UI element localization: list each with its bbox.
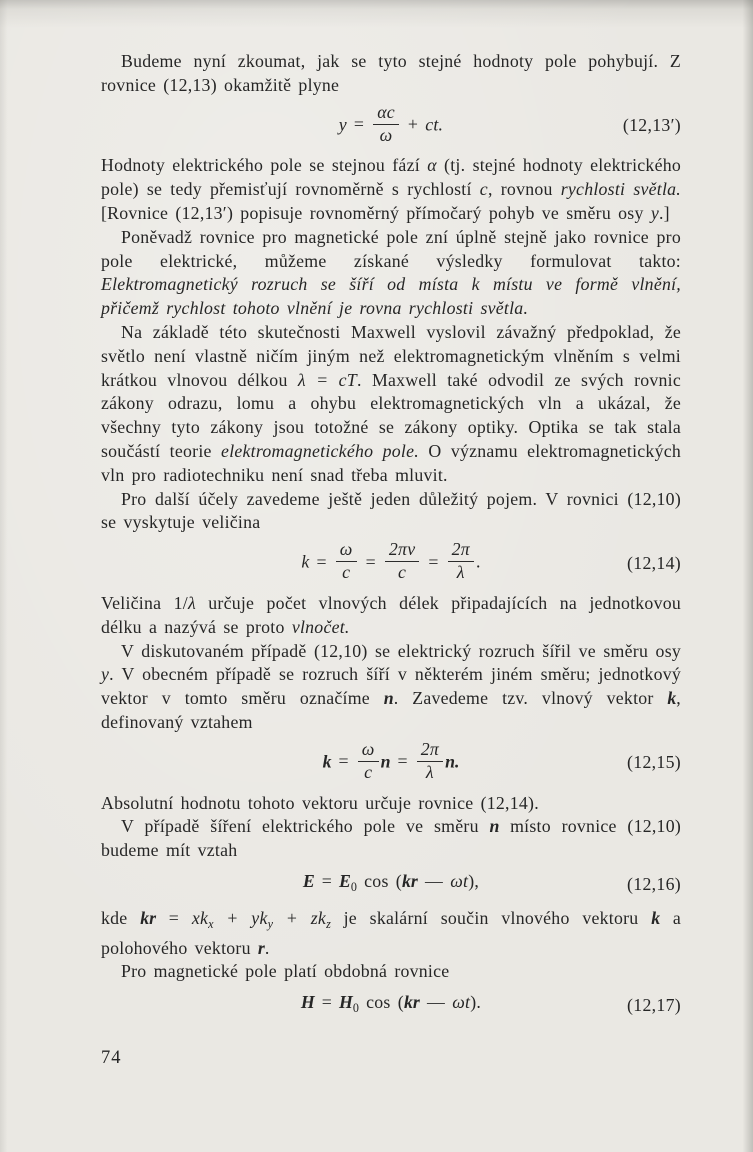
equation-12-16 xyxy=(101,870,681,900)
math-vector: n xyxy=(380,751,391,772)
math-vector: k xyxy=(651,907,661,928)
equation-12-17 xyxy=(101,991,681,1021)
text-run: V diskutovaném případě (12,10) se elektrický rozruch šířil ve směru osy xyxy=(121,640,681,661)
math-term: ωt xyxy=(450,871,469,892)
fraction xyxy=(448,540,474,583)
emphasized-text: Elektromagnetický rozruch se šíří od místa k místu ve formě vlnění, přičemž rychlost tohoto vlnění je rovna rychlosti světla. xyxy=(101,274,681,319)
emphasized-text: elektromagnetického pole. xyxy=(221,441,419,461)
text-run: , definovaný vztahem xyxy=(101,688,681,733)
text-run: [Rovnice (12,13′) popisuje rovnoměrný přímočarý pohyb ve směru osy xyxy=(101,203,651,224)
fraction xyxy=(336,540,357,583)
text-run: . Zavedeme tzv. vlnový vektor xyxy=(393,688,668,709)
equation-body xyxy=(301,991,481,1021)
cos-function: cos ( xyxy=(364,871,402,892)
paragraph-3 xyxy=(101,226,681,321)
math-vector: r xyxy=(257,937,265,958)
equation-label: (12,14) xyxy=(627,552,681,573)
math-vector: n xyxy=(383,688,394,709)
equation-12-14 xyxy=(101,539,681,585)
text-run: . Maxwell také odvodil ze svých rovnic zákony odrazu, lomu a ohybu elektromagnetických vln a ukázal, že všechny tyto zákony jsou totožné se zákony optiky. Optika se tak stala součástí teorie xyxy=(101,369,681,461)
equation-12-15 xyxy=(101,738,681,785)
fraction-numerator: αc xyxy=(373,103,399,125)
close-paren: ), xyxy=(468,871,480,892)
subscript: 0 xyxy=(350,880,357,895)
text-run: kde xyxy=(101,907,141,928)
paragraph-6 xyxy=(101,592,681,640)
subscript: 0 xyxy=(352,1001,359,1016)
page-number: 74 xyxy=(101,1048,122,1068)
math-var: k xyxy=(301,551,310,572)
math-vector: n xyxy=(489,816,500,837)
equation-label: (12,16) xyxy=(627,874,681,895)
paragraph-1: Budeme nyní zkoumat, jak se tyto stejné hodnoty pole pohybují. Z rovnice (12,13) okamžitě plyne xyxy=(101,51,681,95)
paragraph-8: Absolutní hodnotu tohoto vektoru určuje rovnice (12,14). xyxy=(101,792,539,813)
text-run: místo rovnice (12,10) budeme mít vztah xyxy=(101,816,682,861)
text-run: (tj. stejné hodnoty elektrického pole) se tedy přemisťují rovnoměrně s rychlostí xyxy=(101,155,681,200)
math-term: ωt xyxy=(452,992,471,1013)
fraction xyxy=(373,103,399,146)
text-content xyxy=(101,50,681,1028)
equals-sign: = xyxy=(321,871,333,892)
emphasized-text: rychlosti světla. xyxy=(560,179,682,200)
fraction xyxy=(417,740,443,783)
equation-label: (12,17) xyxy=(627,995,681,1016)
math-vector: k xyxy=(322,751,332,772)
equals-sign: = xyxy=(397,751,408,772)
fraction-numerator: 2πν xyxy=(385,540,419,562)
fraction xyxy=(385,540,419,583)
equation-label: (12,15) xyxy=(627,752,681,773)
paragraph-2 xyxy=(101,154,681,225)
text-run: . V obecném případě se rozruch šíří v některém jiném směru; jednotkový vektor v tomto směru označíme xyxy=(101,664,681,709)
text-run: , rovnou xyxy=(487,179,561,200)
math-term: + zk xyxy=(272,907,327,928)
paragraph-10 xyxy=(101,907,681,961)
text-run: určuje počet vlnových délek připadajících na jednotkovou délku a nazývá se proto xyxy=(101,593,681,637)
fraction-denominator: λ xyxy=(456,562,465,583)
equation-body xyxy=(303,870,479,900)
math-vector: H xyxy=(300,992,315,1013)
equation-12-13prime xyxy=(101,101,681,148)
equation-label: (12,13′) xyxy=(622,115,681,136)
math-var: y xyxy=(338,114,347,135)
period: . xyxy=(475,551,481,572)
paragraph-11: Pro magnetické pole platí obdobná rovnice xyxy=(121,961,450,982)
math-term: + yk xyxy=(213,907,268,928)
text-run: .] xyxy=(658,203,670,224)
equation-body xyxy=(338,101,444,148)
equals-sign: = xyxy=(365,551,376,572)
equals-sign: = xyxy=(321,992,333,1013)
fraction-denominator: c xyxy=(342,562,351,583)
math-vector: kr xyxy=(403,992,420,1013)
text-run: je skalární součin vlnového vektoru xyxy=(330,907,652,928)
math-vector: n. xyxy=(445,751,460,772)
text-run: Poněvadž rovnice pro magnetické pole zní úplně stejně jako rovnice pro pole elektrické, můžeme získané výsledky formulovat takto: xyxy=(101,226,681,271)
close-paren: ). xyxy=(470,992,482,1013)
equation-body xyxy=(301,539,481,585)
paragraph-5: Pro další účely zavedeme ještě jeden důležitý pojem. V rovnici (12,10) se vyskytuje veličina xyxy=(101,488,681,533)
equation-body xyxy=(322,738,460,785)
cos-function: cos ( xyxy=(366,992,404,1013)
math-vector: E xyxy=(302,871,315,892)
equals-sign: = xyxy=(316,551,327,572)
equals-sign: = xyxy=(428,551,439,572)
plus-sign: + xyxy=(407,114,419,135)
math-vector: E xyxy=(339,871,351,892)
math-var: y xyxy=(101,664,110,685)
subscript: z xyxy=(326,916,331,931)
text-run: Veličina 1/ xyxy=(101,593,188,614)
fraction-numerator: ω xyxy=(358,740,379,762)
minus-sign: — xyxy=(426,992,445,1013)
math-term: xk xyxy=(191,907,209,928)
equals-sign: = xyxy=(353,114,365,135)
equals-sign: = xyxy=(338,751,349,772)
text-run: Na základě této skutečnosti Maxwell vyslovil závažný předpoklad, že světlo není vlastně ničím jiným než elektromagnetickým vlněním s velmi krátkou vlnovou délkou xyxy=(101,322,681,390)
math-var: α xyxy=(427,155,437,176)
fraction-numerator: 2π xyxy=(417,740,443,762)
paragraph-4 xyxy=(101,321,681,488)
text-run: = xyxy=(156,907,192,928)
emphasized-text: vlnočet. xyxy=(291,616,350,637)
fraction-numerator: ω xyxy=(336,540,357,562)
text-run: V případě šíření elektrického pole ve směru xyxy=(121,816,490,837)
text-run: a polohového vektoru xyxy=(101,907,682,958)
text-run: . xyxy=(264,937,270,958)
math-vector: H xyxy=(339,992,353,1013)
math-var: y xyxy=(650,203,659,224)
math-vector: k xyxy=(667,688,677,709)
math-var: c xyxy=(479,179,488,200)
fraction-denominator: c xyxy=(364,761,373,782)
fraction-denominator: ω xyxy=(379,124,393,145)
math-expression: λ = cT xyxy=(297,369,357,390)
fraction-numerator: 2π xyxy=(448,540,474,562)
math-term: ct. xyxy=(425,114,444,135)
minus-sign: — xyxy=(425,871,444,892)
fraction xyxy=(358,740,379,783)
text-run: Hodnoty elektrického pole se stejnou fází xyxy=(101,155,428,176)
math-var: λ xyxy=(187,593,196,614)
subscript: x xyxy=(208,916,214,931)
math-vector: kr xyxy=(401,871,418,892)
fraction-denominator: λ xyxy=(425,761,434,782)
paragraph-9 xyxy=(101,815,681,863)
text-run: O významu elektromagnetických vln pro radiotechniku není snad třeba mluvit. xyxy=(101,441,681,485)
fraction-denominator: c xyxy=(398,562,407,583)
paragraph-7 xyxy=(101,640,681,735)
subscript: y xyxy=(267,916,273,931)
math-vector: kr xyxy=(140,907,157,928)
